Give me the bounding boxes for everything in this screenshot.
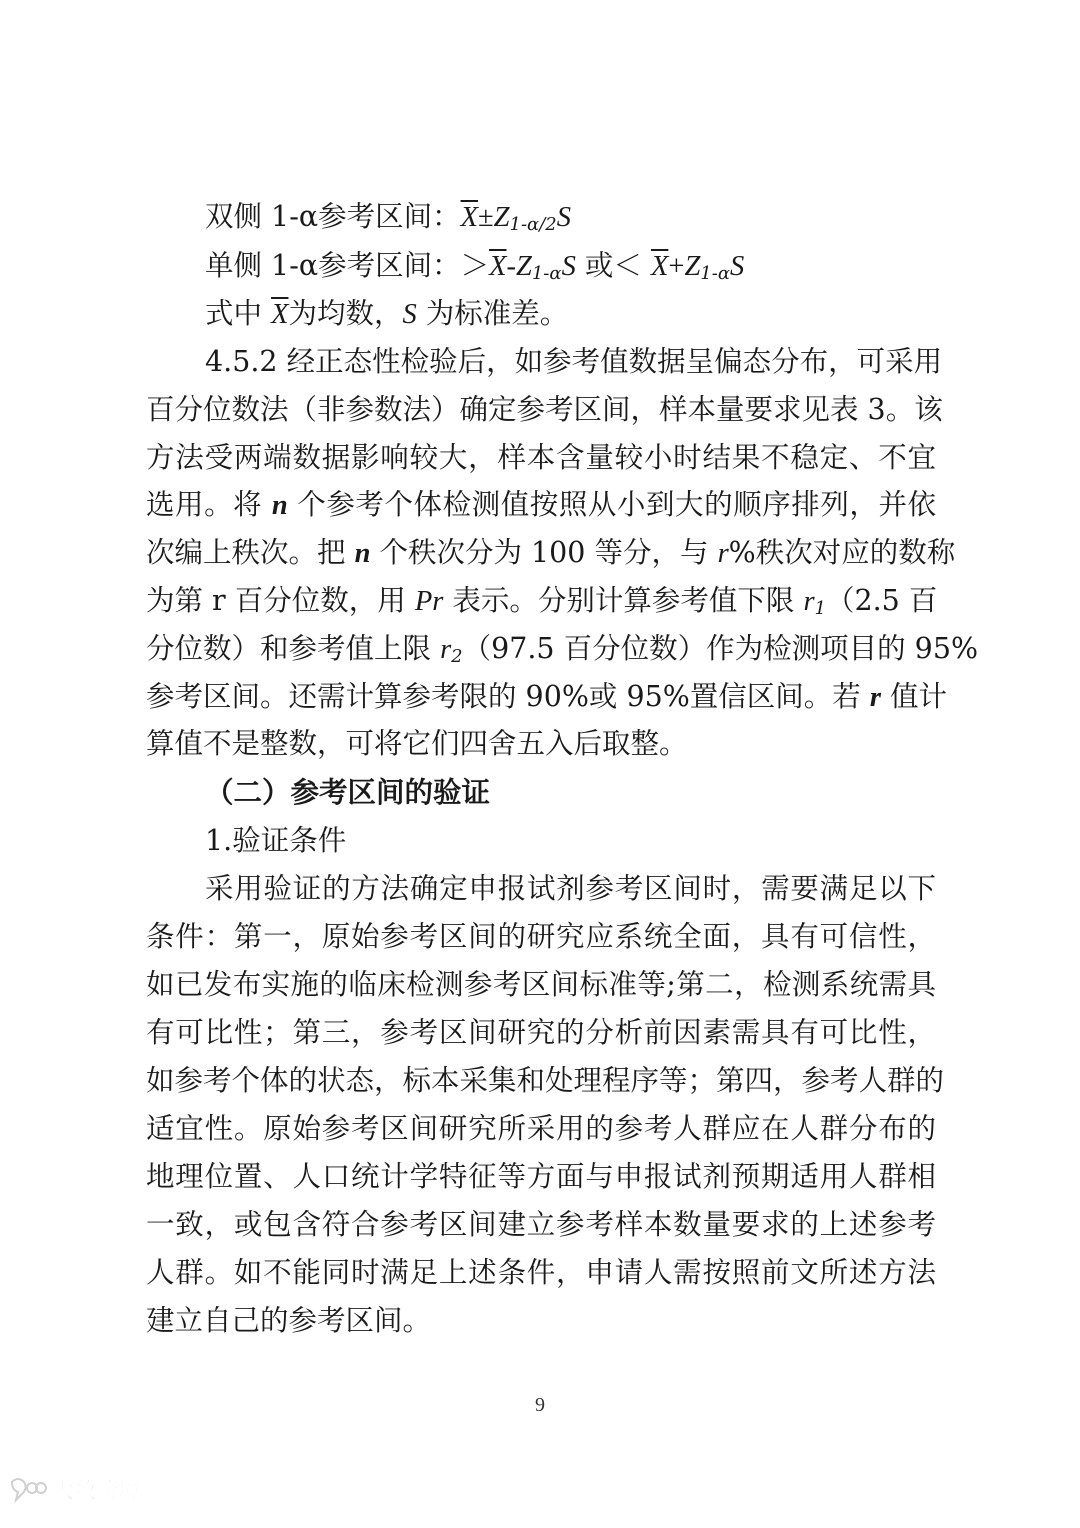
paragraph-line: 4.5.2 经正态性检验后，如参考值数据呈偏态分布，可采用	[205, 345, 943, 378]
formula-explanation	[205, 294, 995, 334]
paragraph-line: 算值不是整数，可将它们四舍五入后取整。	[146, 727, 688, 760]
paragraph-line: 适宜性。原始参考区间研究所采用的参考人群应在人群分布的	[146, 1112, 936, 1145]
s-symbol: S	[561, 251, 576, 282]
text: 式中	[205, 297, 272, 330]
z-subscript: 1-α	[531, 263, 562, 284]
paragraph-line: 如参考个体的状态，标本采集和处理程序等；第四，参考人群的	[146, 1064, 945, 1097]
plus-sign: +	[668, 251, 685, 282]
text: 次编上秩次。把	[146, 536, 355, 569]
formula-label: 双侧 1-α参考区间：	[205, 200, 461, 233]
s-symbol: S	[556, 202, 571, 233]
text: 个秩次分为 100 等分，与	[370, 536, 718, 569]
text: 为均数，	[288, 297, 403, 330]
text: 为标准差。	[416, 297, 569, 330]
paragraph-line: 一致，或包含符合参考区间建立参考样本数量要求的上述参考	[146, 1208, 936, 1241]
r-symbol: r	[717, 538, 729, 569]
text: （2.5 百	[825, 584, 938, 617]
pr-symbol: Pr	[414, 586, 444, 617]
r-subscript: 1	[814, 598, 826, 619]
two-sided-interval-formula	[205, 197, 995, 237]
z-symbol: Z	[516, 251, 532, 282]
paragraph-line	[146, 677, 948, 717]
paragraph-line: 建立自己的参考区间。	[146, 1304, 432, 1337]
paragraph-line: 如已发布实施的临床检测参考区间标准等;第二，检测系统需具	[146, 968, 936, 1001]
paragraph-line: 地理位置、人口统计学特征等方面与申报试剂预期适用人群相	[146, 1160, 936, 1193]
paragraph-line: 条件：第一，原始参考区间的研究应系统全面，具有可信性，	[146, 920, 936, 953]
text: 参考区间。还需计算参考限的 90%或 95%置信区间。若	[146, 680, 870, 713]
paragraph-line	[146, 629, 979, 669]
watermark-logo-icon	[8, 1474, 48, 1504]
paragraph-line: 百分位数法（非参数法）确定参考区间，样本量要求见表 3。该	[146, 393, 943, 426]
mean-symbol: $\overline{X}$	[650, 251, 669, 282]
text: 值计	[880, 680, 948, 713]
n-symbol: n	[354, 538, 371, 569]
paragraph-line: 采用验证的方法确定申报试剂参考区间时，需要满足以下	[205, 872, 936, 905]
text: （97.5 百分位数）作为检测项目的 95%	[462, 632, 979, 665]
mean-symbol: $\overline{X}$	[460, 202, 478, 233]
text: 个参考个体检测值按照从小到大的顺序排列，并依	[287, 488, 936, 521]
mean-symbol: $\overline{X}$	[489, 251, 507, 282]
r-symbol: r	[803, 586, 815, 617]
z-symbol: Z	[493, 202, 510, 233]
watermark	[8, 1472, 140, 1506]
or-text: 或＜	[575, 249, 651, 282]
n-symbol: n	[271, 490, 288, 521]
mean-symbol: $\overline{X}$	[271, 299, 289, 330]
s-symbol: S	[402, 299, 417, 330]
formula-label: 单侧 1-α参考区间：＞	[205, 249, 490, 282]
paragraph-line	[146, 485, 936, 525]
r-symbol: r	[869, 682, 881, 713]
z-subscript: 1-α/2	[509, 214, 557, 235]
text: 分位数）和参考值上限	[146, 632, 441, 665]
page-number: 9	[535, 1394, 545, 1416]
paragraph-line	[146, 581, 936, 621]
minus-sign: -	[506, 251, 516, 282]
one-sided-interval-formula	[205, 246, 995, 286]
text: 表示。分别计算参考值下限	[443, 584, 804, 617]
z-subscript: 1-α	[700, 263, 730, 284]
z-symbol: Z	[684, 251, 701, 282]
subheading: 1.验证条件	[205, 824, 347, 857]
r-subscript: 2	[451, 646, 463, 667]
text: 选用。将	[146, 488, 272, 521]
text: 为第 r 百分位数，用	[146, 584, 415, 617]
paragraph-line	[146, 533, 956, 573]
paragraph-line: 方法受两端数据影响较大，样本含量较小时结果不稳定、不宜	[146, 441, 936, 474]
text: %秩次对应的数称	[728, 536, 956, 569]
paragraph-line: 有可比性；第三，参考区间研究的分析前因素需具有可比性，	[146, 1016, 936, 1049]
watermark-text: 大数跨境	[52, 1478, 141, 1504]
section-heading: （二）参考区间的验证	[205, 776, 491, 809]
paragraph-line: 人群。如不能同时满足上述条件，申请人需按照前文所述方法	[146, 1256, 936, 1289]
plus-minus: ±	[478, 202, 494, 233]
r-symbol: r	[440, 634, 452, 665]
s-symbol: S	[730, 251, 745, 282]
